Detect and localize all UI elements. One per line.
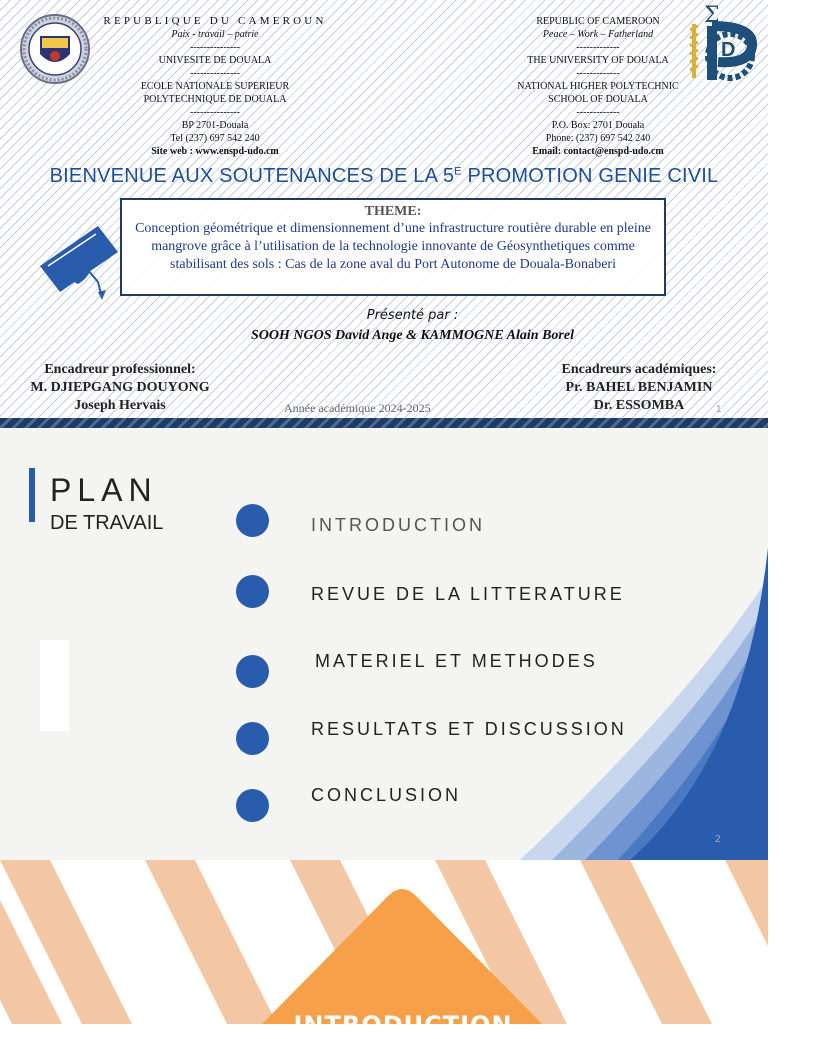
separator: ------------- <box>576 107 620 118</box>
plan-item-results[interactable]: RESULTATS ET DISCUSSION <box>311 719 627 739</box>
plan-subtitle: DE TRAVAIL <box>50 512 164 534</box>
professional-supervisor <box>0 361 240 415</box>
plan-slide <box>0 428 768 860</box>
motto-fr: Paix - travail – patrie <box>171 29 259 40</box>
separator: ------------- <box>576 42 620 53</box>
university-fr: UNIVESITE DE DOUALA <box>158 55 272 66</box>
separator: --------------- <box>190 42 240 53</box>
plan-item-introduction[interactable]: INTRODUCTION <box>311 515 485 535</box>
professional-supervisor-name: M. DJIEPGANG DOUYONG <box>30 380 210 395</box>
section-title: INTRODUCTION <box>293 1011 513 1039</box>
tel-fr: Tel (237) 697 542 240 <box>170 133 260 144</box>
plan-item-methods[interactable]: MATERIEL ET METHODES <box>315 651 598 671</box>
republic-fr: REPUBLIQUE DU CAMEROUN <box>103 15 327 27</box>
professional-supervisor-label: Encadreur professionnel: <box>44 362 196 377</box>
slide-number: 2 <box>715 834 721 845</box>
bullet-dot-icon <box>236 504 269 537</box>
theme-text: Conception géométrique et dimensionnement d’une infrastructure routière durable en pleine mangrove grâce à l’utilisation de la technologie innovante de Géosynthetiques comme stabilisant des sols : Cas de la zone aval du Port Autonome de Douala-Bonaberi <box>135 221 651 272</box>
phone-en: Phone: (237) 697 542 240 <box>545 133 651 144</box>
po-box-en: P.O. Box: 2701 Douala <box>551 120 645 131</box>
academic-year: Année académique 2024-2025 <box>284 401 431 415</box>
svg-text:D: D <box>721 39 736 61</box>
school-en-line1: NATIONAL HIGHER POLYTECHNIC <box>517 81 679 92</box>
university-seal-icon <box>20 8 90 88</box>
theme-box <box>120 198 666 296</box>
bullet-dot-icon <box>236 655 269 688</box>
bullet-dot-icon <box>236 722 269 755</box>
separator: --------------- <box>190 107 240 118</box>
student-names: SOOH NGOS David Ange & KAMMOGNE Alain Borel <box>251 328 574 343</box>
welcome-title-sup: E <box>454 165 462 178</box>
motto-en: Peace – Work – Fatherland <box>542 29 654 40</box>
theme-label: THEME: <box>364 204 422 219</box>
plan-accent-bar <box>29 468 35 522</box>
republic-en: REPUBLIC OF CAMEROON <box>536 16 660 27</box>
welcome-title-post: PROMOTION GENIE CIVIL <box>461 165 719 187</box>
decorative-panel <box>40 640 69 731</box>
academic-supervisor-1: Pr. BAHEL BENJAMIN <box>565 380 713 395</box>
professional-supervisor-name-2: Joseph Hervais <box>74 398 166 413</box>
bullet-dot-icon <box>236 789 269 822</box>
presented-by-label: Présenté par : <box>366 308 459 323</box>
slide-divider-band <box>0 418 768 428</box>
plan-item-literature-review[interactable]: REVUE DE LA LITTERATURE <box>311 584 625 604</box>
academic-supervisor-2: Dr. ESSOMBA <box>593 398 685 413</box>
university-en: THE UNIVERSITY OF DOUALA <box>527 55 669 66</box>
academic-supervisors <box>540 361 738 415</box>
welcome-title-pre: BIENVENUE AUX SOUTENANCES DE LA 5 <box>49 165 455 187</box>
po-box-fr: BP 2701-Douala <box>181 120 249 131</box>
graduation-cap-icon <box>38 222 120 304</box>
diagonal-stripes-decoration <box>0 860 768 1024</box>
email: Email: contact@enspd-udo.cm <box>532 146 664 157</box>
bullet-dot-icon <box>236 575 269 608</box>
separator: --------------- <box>190 68 240 79</box>
school-fr-line2: POLYTECHNIQUE DE DOUALA <box>143 94 287 105</box>
polytechnic-logo-icon <box>688 4 762 88</box>
french-header <box>100 15 330 158</box>
separator: ------------- <box>576 68 620 79</box>
plan-title: PLAN <box>50 472 158 508</box>
english-header <box>498 15 698 158</box>
slide-number: 1 <box>716 404 722 415</box>
school-en-line2: SCHOOL OF DOUALA <box>548 94 648 105</box>
plan-item-conclusion[interactable]: CONCLUSION <box>311 785 462 805</box>
title-slide <box>0 0 768 420</box>
svg-text:Σ: Σ <box>704 3 720 28</box>
welcome-title <box>0 165 768 188</box>
academic-supervisors-label: Encadreurs académiques: <box>561 362 717 377</box>
introduction-slide <box>0 860 768 1039</box>
website: Site web : www.enspd-udo.cm <box>151 146 279 157</box>
school-fr-line1: ECOLE NATIONALE SUPERIEUR <box>140 81 290 92</box>
